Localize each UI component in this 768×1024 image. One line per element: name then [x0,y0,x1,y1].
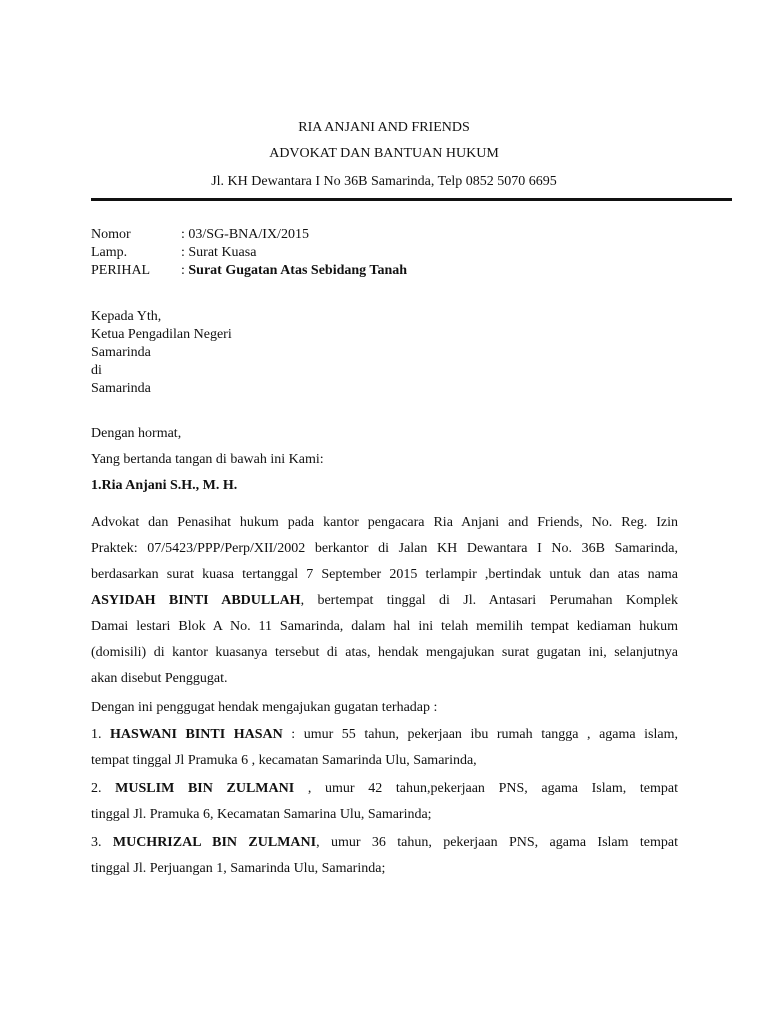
defendant-3-name: MUCHRIZAL BIN ZULMANI [112,835,317,850]
defendant-1-details: : umur 55 tahun, pekerjaan ibu rumah tangga , agama islam, [282,727,679,742]
perihal-colon: : [181,263,185,278]
defendant-1-name: HASWANI BINTI HASAN [110,727,283,742]
defendant-2-line-2: tinggal Jl. Pramuka 6, Kecamatan Samarina Ulu, Samarinda; [91,807,432,822]
defendant-2-name: MUSLIM BIN ZULMANI [115,781,295,796]
defendant-2-number: 2. [91,781,102,796]
defendant-2 [91,776,678,828]
lamp-value: : Surat Kuasa [181,245,257,260]
intro-line: Yang bertanda tangan di bawah ini Kami: [91,452,324,467]
defendant-2-line-1 [91,776,678,802]
lamp-label: Lamp. [91,245,128,260]
para1-line-4 [91,588,678,614]
para1-line-2: Praktek: 07/5423/PPP/Perp/XII/2002 berkantor di Jalan KH Dewantara I No. 36B Samarinda, [91,541,678,556]
recipient-line-4: di [91,363,102,378]
para1-line-3: berdasarkan surat kuasa tertanggal 7 September 2015 terlampir ,bertindak untuk dan atas nama [91,567,678,582]
nomor-label: Nomor [91,227,131,242]
firm-description: ADVOKAT DAN BANTUAN HUKUM [269,146,499,161]
defendant-2-details: , umur 42 tahun,pekerjaan PNS, agama Islam, tempat [294,781,678,796]
defendant-1 [91,722,678,774]
para1-line-4-rest: , bertempat tinggal di Jl. Antasari Perumahan Komplek [300,593,679,608]
para1-line-6: (domisili) di kantor kuasanya tersebut di atas, hendak mengajukan surat gugatan ini, selanjutnya [91,645,678,660]
para1-line-1: Advokat dan Penasihat hukum pada kantor pengacara Ria Anjani and Friends, No. Reg. Izin [91,515,678,530]
defendant-3-line-2: tinggal Jl. Perjuangan 1, Samarinda Ulu, Samarinda; [91,861,386,876]
para1-line-5: Damai lestari Blok A No. 11 Samarinda, dalam hal ini telah memilih tempat kediaman hukum [91,619,678,634]
firm-address: Jl. KH Dewantara I No 36B Samarinda, Telp 0852 5070 6695 [211,174,557,189]
recipient-line-1: Kepada Yth, [91,309,162,324]
letterhead-divider [91,198,732,201]
defendant-3-line-1 [91,830,678,856]
para1-line-7: akan disebut Penggugat. [91,671,228,686]
defendant-3-details: , umur 36 tahun, pekerjaan PNS, agama Islam tempat [316,835,678,850]
recipient-line-3: Samarinda [91,345,151,360]
recipient-line-5: Samarinda [91,381,151,396]
perihal-value: Surat Gugatan Atas Sebidang Tanah [188,263,408,278]
perihal-label: PERIHAL [91,263,151,278]
defendant-1-number: 1. [91,727,102,742]
defendant-1-line-2: tempat tinggal Jl Pramuka 6 , kecamatan Samarinda Ulu, Samarinda, [91,753,477,768]
defendant-3-number: 3. [91,835,102,850]
firm-name: RIA ANJANI AND FRIENDS [298,120,470,135]
paragraph-claim-intro: Dengan ini penggugat hendak mengajukan gugatan terhadap : [91,700,438,715]
plaintiff-name: ASYIDAH BINTI ABDULLAH [91,593,301,608]
defendant-1-line-1 [91,722,678,748]
greeting: Dengan hormat, [91,426,182,441]
defendant-3 [91,830,678,882]
perihal-value-wrap [181,263,407,279]
recipient-line-2: Ketua Pengadilan Negeri [91,327,232,342]
nomor-value: : 03/SG-BNA/IX/2015 [181,227,309,242]
signer-name: 1.Ria Anjani S.H., M. H. [91,478,238,493]
paragraph-advocate [91,510,678,692]
